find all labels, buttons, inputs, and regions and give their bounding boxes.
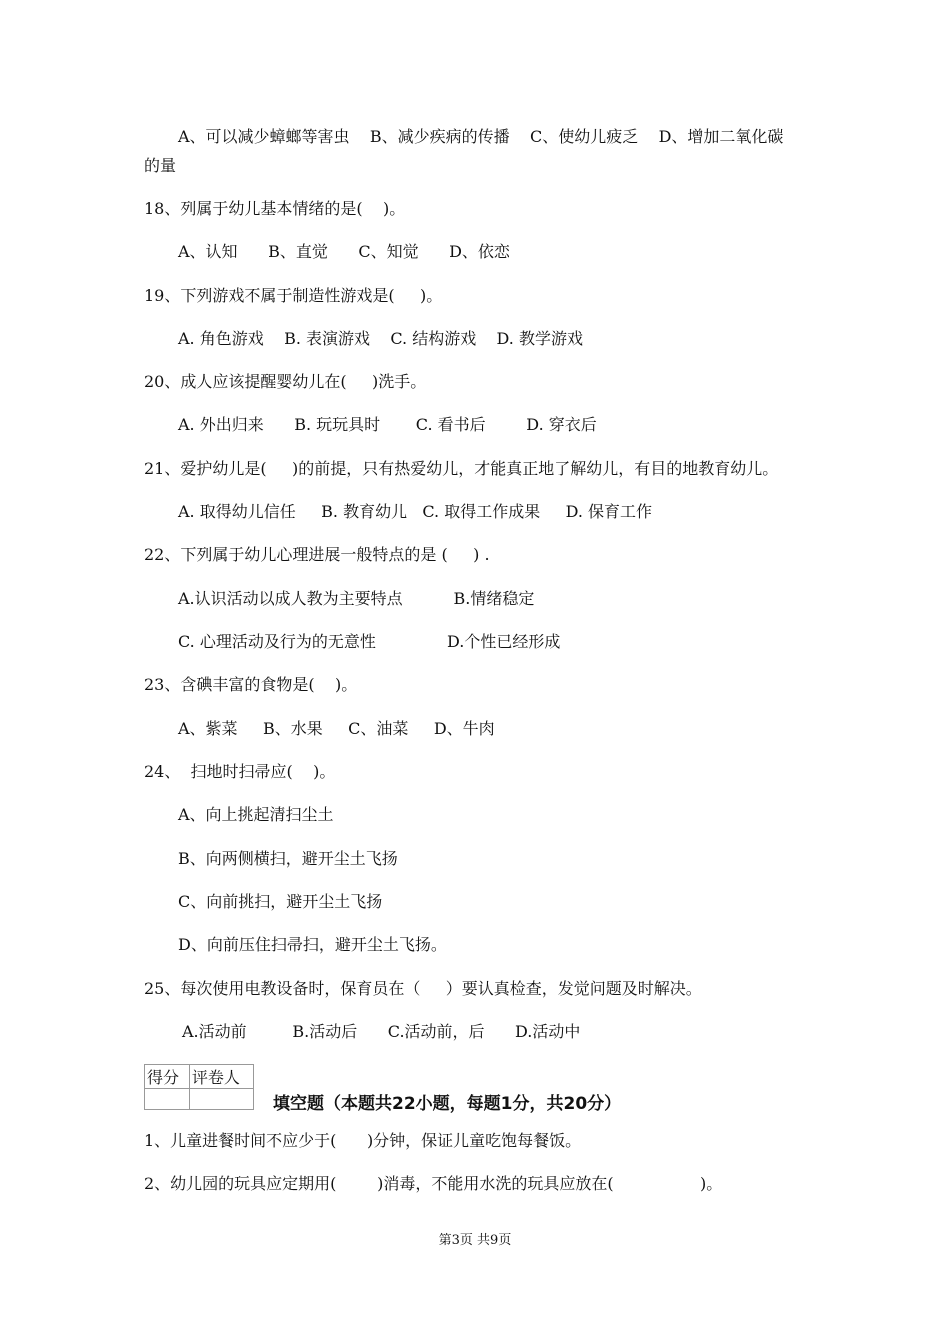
text-line: A. 角色游戏 B. 表演游戏 C. 结构游戏 D. 教学游戏 <box>178 329 583 348</box>
text-line: A、向上挑起清扫尘土 <box>178 805 334 824</box>
text-line: A、可以减少蟑螂等害虫 B、减少疾病的传播 C、使幼儿疲乏 D、增加二氧化碳 <box>178 127 784 146</box>
text-line: C. 心理活动及行为的无意性 D.个性已经形成 <box>178 632 561 651</box>
text-line: A.认识活动以成人教为主要特点 B.情绪稳定 <box>178 589 535 608</box>
text-line: 18、列属于幼儿基本情绪的是( )。 <box>144 199 406 218</box>
text-line: D、向前压住扫帚扫，避开尘土飞扬。 <box>178 935 447 954</box>
text-line: A、认知 B、直觉 C、知觉 D、依恋 <box>178 242 510 261</box>
text-line: 19、下列游戏不属于制造性游戏是( )。 <box>144 286 443 305</box>
score-cell <box>145 1089 190 1110</box>
text-line: A.活动前 B.活动后 C.活动前，后 D.活动中 <box>182 1022 581 1041</box>
text-line: A、紫菜 B、水果 C、油菜 D、牛肉 <box>178 719 495 738</box>
grader-cell <box>189 1089 253 1110</box>
text-line: 2、幼儿园的玩具应定期用( )消毒，不能用水洗的玩具应放在( )。 <box>144 1174 723 1193</box>
text-line: 24、 扫地时扫帚应( )。 <box>144 762 336 781</box>
grader-label: 评卷人 <box>189 1065 253 1089</box>
text-line: 25、每次使用电教设备时，保育员在（ ）要认真检查，发觉问题及时解决。 <box>144 979 702 998</box>
text-line: 的量 <box>144 156 177 175</box>
score-label: 得分 <box>145 1065 190 1089</box>
page-footer: 第3页 共9页 <box>438 1233 512 1248</box>
text-line: B、向两侧横扫，避开尘土飞扬 <box>178 849 398 868</box>
text-line: 21、爱护幼儿是( )的前提，只有热爱幼儿，才能真正地了解幼儿，有目的地教育幼儿。 <box>144 459 779 478</box>
text-line: 22、下列属于幼儿心理进展一般特点的是 ( ) . <box>144 545 490 564</box>
text-line: C、向前挑扫，避开尘土飞扬 <box>178 892 383 911</box>
text-line: A. 外出归来 B. 玩玩具时 C. 看书后 D. 穿衣后 <box>178 415 597 434</box>
score-table <box>144 1064 254 1110</box>
text-line: 20、成人应该提醒婴幼儿在( )洗手。 <box>144 372 427 391</box>
text-line: 23、含碘丰富的食物是( )。 <box>144 675 358 694</box>
text-line: A. 取得幼儿信任 B. 教育幼儿 C. 取得工作成果 D. 保育工作 <box>178 502 653 521</box>
text-line: 1、儿童进餐时间不应少于( )分钟，保证儿童吃饱每餐饭。 <box>144 1131 582 1150</box>
section-title: 填空题（本题共22小题，每题1分，共20分） <box>273 1094 622 1114</box>
